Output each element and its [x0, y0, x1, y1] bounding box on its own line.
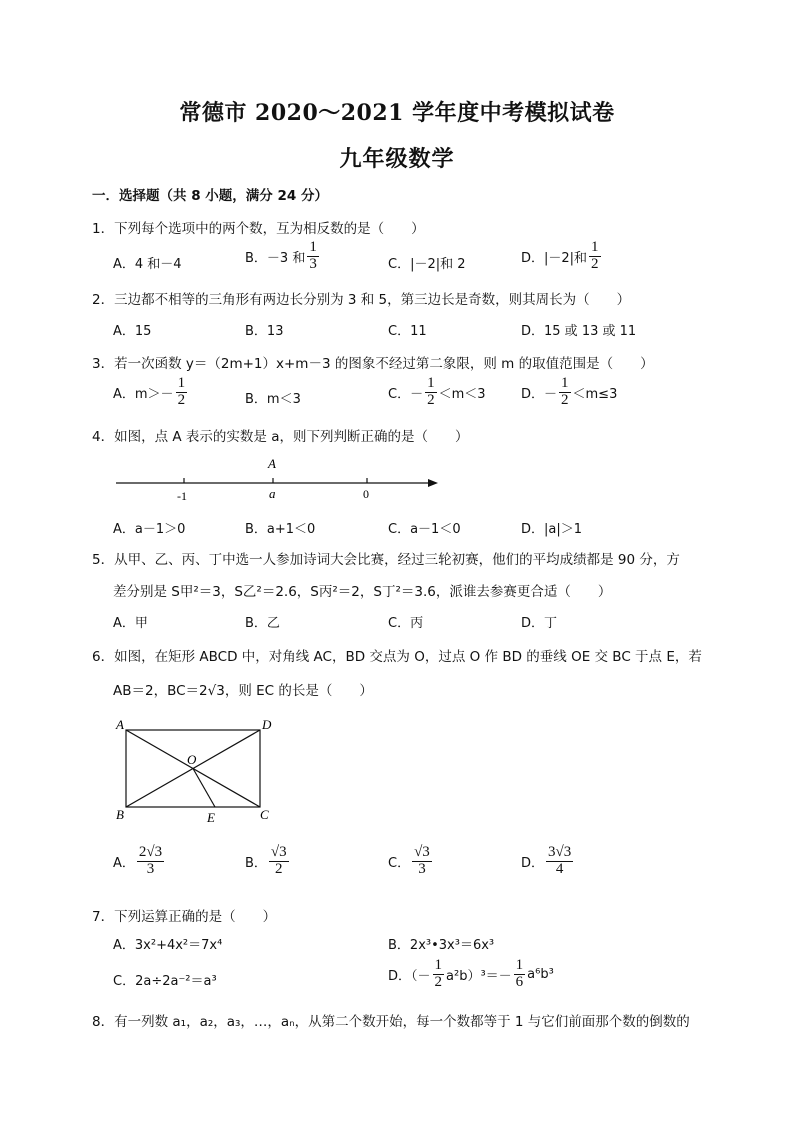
q2-option-b: B．13: [245, 324, 284, 339]
q1-option-c: C．|－2|和 2: [388, 257, 466, 272]
question-8-stem: 8．有一列数 a₁，a₂，a₃，…，aₙ，从第二个数开始，每一个数都等于 1 与它们前面那个数的倒数的: [92, 1014, 690, 1030]
q6-option-d-fraction: [546, 845, 573, 878]
q4-option-c: C．a－1＜0: [388, 522, 461, 537]
tick-label-neg1: -1: [177, 489, 187, 503]
number-line-figure: [110, 452, 445, 510]
fraction-denominator: 3: [146, 860, 155, 877]
fraction-denominator: 4: [555, 860, 564, 877]
q6-option-b-fraction: [269, 845, 289, 878]
q5-option-b: B．乙: [245, 616, 280, 631]
q6-option-d-text: D．: [521, 855, 545, 871]
fraction-numerator: √3: [270, 844, 287, 860]
q1-option-d-fraction: [589, 240, 601, 273]
question-3-stem: 3．若一次函数 y＝（2m+1）x+m－3 的图象不经过第二象限，则 m 的取值范围是（ ）: [92, 356, 654, 372]
fraction-numerator: √3: [414, 844, 430, 860]
page-title: 常德市 2020～2021 学年度中考模拟试卷: [179, 100, 615, 126]
vertex-a-label: A: [116, 717, 124, 732]
q3-option-d: [521, 376, 617, 409]
q7-option-d-suffix: a⁶b³: [527, 966, 554, 982]
q3-option-a-fraction: [176, 376, 188, 409]
fraction-numerator: 3√3: [548, 844, 572, 860]
question-4-stem: 4．如图，点 A 表示的实数是 a，则下列判断正确的是（ ）: [92, 429, 469, 445]
question-7-stem: 7．下列运算正确的是（ ）: [92, 909, 277, 925]
q5-option-a: A．甲: [113, 616, 148, 631]
q3-option-a: [113, 376, 189, 409]
vertex-c-label: C: [260, 807, 269, 822]
q1-option-a: A．4 和－4: [113, 257, 182, 272]
q1-option-d: [521, 240, 603, 273]
fraction-denominator: 2: [434, 973, 443, 990]
q7-option-b: B．2x³•3x³＝6x³: [388, 938, 495, 953]
rectangle-figure: [110, 715, 280, 827]
fraction-denominator: 3: [418, 860, 426, 877]
fraction-denominator: 6: [515, 973, 524, 990]
fraction-denominator: 2: [275, 860, 283, 877]
q2-option-a: A．15: [113, 324, 152, 339]
fraction-numerator: 1: [427, 375, 435, 391]
q7-option-d-fraction-1: [433, 958, 445, 991]
value-a-label: a: [269, 486, 276, 501]
fraction-numerator: 2√3: [138, 844, 163, 860]
q3-option-a-text: A．m＞－: [113, 386, 174, 402]
q3-option-c: [388, 376, 486, 409]
q6-option-b-text: B．: [245, 855, 267, 871]
q2-option-d: D．15 或 13 或 11: [521, 324, 637, 339]
fraction-numerator: 1: [434, 957, 443, 973]
q3-option-b: B．m＜3: [245, 392, 301, 407]
q7-option-d: [388, 958, 554, 991]
q3-option-d-text: D．－: [521, 386, 558, 402]
point-e-label: E: [207, 810, 215, 825]
question-2-stem: 2．三边都不相等的三角形有两边长分别为 3 和 5，第三边长是奇数，则其周长为（ ）: [92, 292, 631, 308]
q3-option-c-fraction: [425, 376, 437, 409]
fraction-denominator: 2: [561, 391, 569, 408]
question-1-stem: 1．下列每个选项中的两个数，互为相反数的是（ ）: [92, 221, 425, 237]
q1-option-b: [245, 240, 321, 273]
q3-option-d-suffix: ＜m≤3: [572, 386, 618, 402]
q7-option-c: C．2a÷2a⁻²＝a³: [113, 974, 217, 989]
q6-option-c-fraction: [412, 845, 432, 878]
fraction-numerator: 1: [177, 375, 186, 391]
vertex-b-label: B: [116, 807, 124, 822]
q5-option-c: C．丙: [388, 616, 424, 631]
q7-option-d-fraction-2: [514, 958, 526, 991]
q1-option-d-text: D．|－2|和: [521, 250, 588, 266]
question-5-stem-line1: 5．从甲、乙、丙、丁中选一人参加诗词大会比赛，经过三轮初赛，他们的平均成绩都是 90 分，方: [92, 552, 680, 568]
page-subtitle: 九年级数学: [339, 146, 455, 172]
fraction-denominator: 2: [177, 391, 186, 408]
q3-option-c-text: C．－: [388, 386, 424, 402]
q6-option-c: [388, 845, 434, 878]
q4-option-d: D．|a|＞1: [521, 522, 583, 537]
q6-option-a: [113, 845, 166, 878]
tick-label-0: 0: [363, 487, 369, 501]
fraction-denominator: 2: [427, 391, 435, 408]
fraction-numerator: 1: [309, 239, 317, 255]
q6-option-a-fraction: [137, 845, 164, 878]
q3-option-c-suffix: ＜m＜3: [438, 386, 486, 402]
q7-option-a: A．3x²+4x²＝7x⁴: [113, 938, 223, 953]
q3-option-d-fraction: [559, 376, 571, 409]
q7-option-d-prefix: D．（－: [388, 968, 431, 984]
fraction-denominator: 2: [591, 255, 599, 272]
q6-option-a-text: A．: [113, 855, 135, 871]
q6-option-c-text: C．: [388, 855, 411, 871]
q7-option-d-middle: a²b）³＝－: [446, 968, 512, 984]
q4-option-b: B．a+1＜0: [245, 522, 316, 537]
q1-option-b-fraction: [307, 240, 319, 273]
q6-option-d: [521, 845, 575, 878]
point-a-label: A: [268, 456, 276, 471]
fraction-numerator: 1: [591, 239, 599, 255]
q5-option-d: D．丁: [521, 616, 558, 631]
question-5-stem-line2: 差分别是 S甲²＝3，S乙²＝2.6，S丙²＝2，S丁²＝3.6，派谁去参赛更合适（ ）: [113, 584, 612, 600]
question-6-stem-line2: AB＝2，BC＝2√3，则 EC 的长是（ ）: [113, 683, 373, 699]
fraction-denominator: 3: [309, 255, 317, 272]
q2-option-c: C．11: [388, 324, 427, 339]
question-6-stem-line1: 6．如图，在矩形 ABCD 中，对角线 AC，BD 交点为 O，过点 O 作 BD 的垂线 OE 交 BC 于点 E，若: [92, 649, 702, 665]
section-heading: 一．选择题（共 8 小题，满分 24 分）: [92, 188, 328, 204]
point-o-label: O: [187, 752, 197, 767]
vertex-d-label: D: [262, 717, 272, 732]
fraction-numerator: 1: [561, 375, 569, 391]
q4-option-a: A．a－1＞0: [113, 522, 186, 537]
q6-option-b: [245, 845, 291, 878]
q1-option-b-text: B．－3 和: [245, 250, 306, 266]
fraction-numerator: 1: [515, 957, 524, 973]
